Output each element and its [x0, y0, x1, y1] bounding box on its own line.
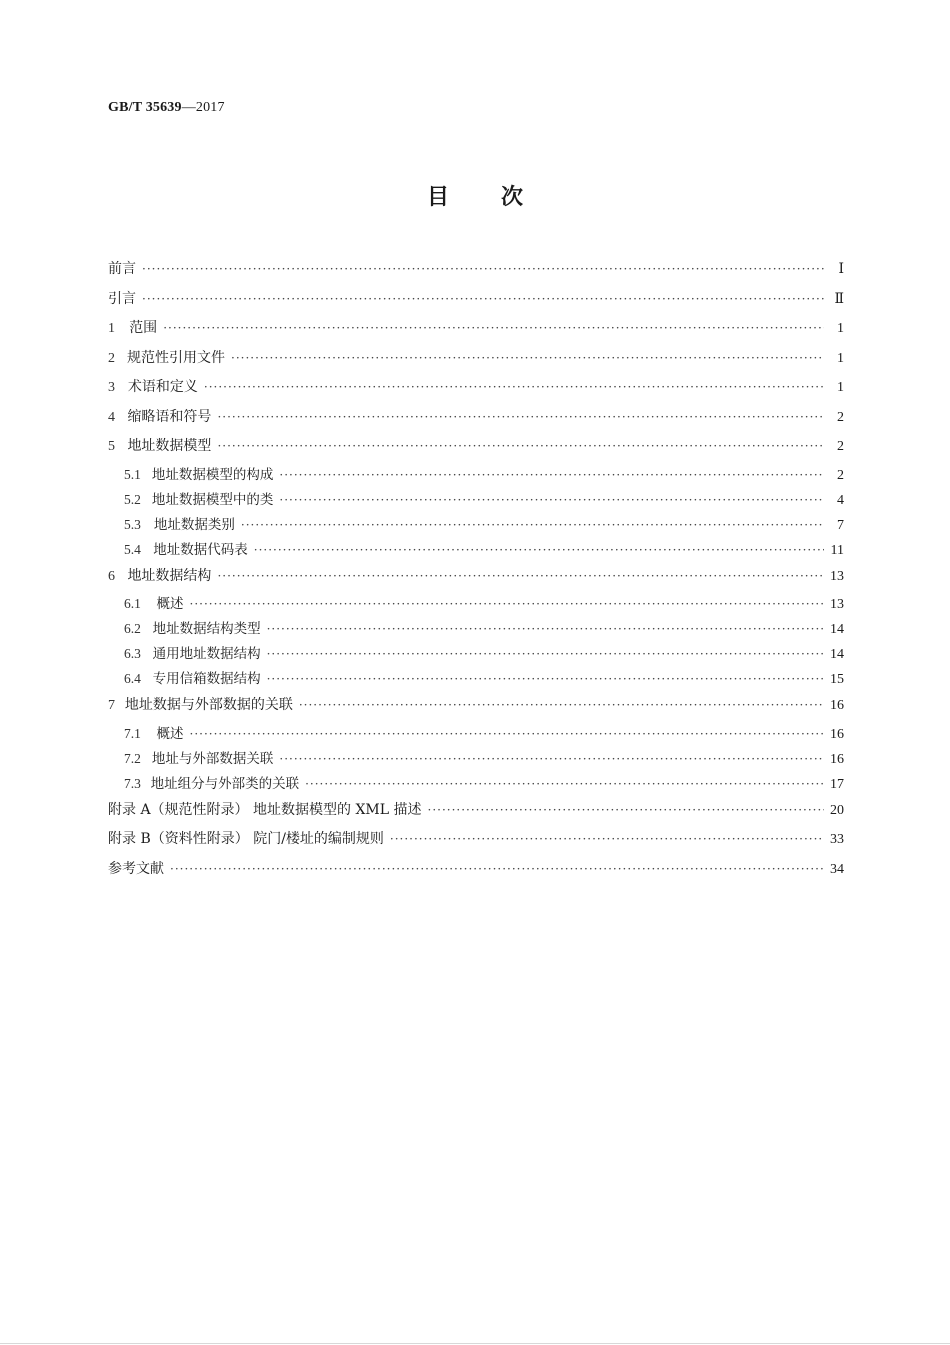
toc-entry-number: 2	[108, 350, 115, 366]
toc-dot-leader	[163, 314, 824, 344]
toc-entry[interactable]	[108, 512, 844, 537]
toc-entry-page: 1	[837, 350, 844, 366]
toc-entry-page: 13	[830, 597, 844, 612]
toc-dot-leader	[241, 513, 824, 538]
toc-entry-number: 6.3	[124, 646, 141, 661]
toc-entry[interactable]	[108, 314, 844, 344]
toc-entry[interactable]	[108, 721, 844, 746]
toc-entry[interactable]	[108, 344, 844, 374]
toc-entry-page: 1	[837, 380, 844, 395]
toc-entry-number: 6.1	[124, 596, 141, 611]
toc-entry-label: 地址数据代码表	[153, 541, 248, 558]
toc-entry-number: 5.1	[124, 466, 141, 482]
toc-entry-label: 附录 A（规范性附录） 地址数据模型的 XML 描述	[108, 801, 422, 818]
toc-entry-page: 17	[830, 776, 844, 792]
toc-entry-label: 地址数据模型中的类	[151, 491, 274, 508]
toc-dot-leader	[390, 825, 824, 855]
toc-entry-label: 参考文献	[108, 860, 164, 877]
toc-entry-page: 7	[837, 517, 844, 533]
toc-entry-label: 地址数据结构	[127, 567, 212, 584]
toc-entry[interactable]	[108, 373, 844, 403]
standard-code	[108, 100, 225, 116]
toc-entry-number: 7.2	[124, 750, 141, 766]
toc-entry[interactable]	[108, 666, 844, 691]
toc-dot-leader	[279, 463, 824, 488]
toc-entry-label: 通用地址数据结构	[152, 646, 261, 662]
toc-entry-number: 6	[108, 568, 115, 584]
toc-entry-page: Ⅰ	[838, 262, 844, 277]
toc-entry-number: 7.3	[124, 775, 141, 791]
standard-year: —2017	[181, 100, 225, 115]
toc-entry[interactable]	[108, 616, 844, 641]
toc-entry-label: 专用信箱数据结构	[152, 671, 261, 687]
toc-entry-number: 7	[108, 698, 115, 713]
toc-entry-page: 4	[837, 492, 844, 508]
toc-entry-label: 地址数据类别	[153, 516, 235, 533]
toc-entry-page: 14	[830, 622, 844, 637]
toc-entry-label: 地址组分与外部类的关联	[150, 775, 300, 792]
toc-dot-leader	[267, 642, 824, 667]
toc-entry[interactable]	[108, 562, 844, 592]
toc-entry[interactable]	[108, 432, 844, 462]
toc-entry-label: 附录 B（资料性附录） 院门/楼址的编制规则	[108, 831, 384, 847]
toc-entry-page: 13	[830, 568, 844, 584]
toc-entry-label: 范围	[129, 320, 158, 336]
toc-dot-leader	[299, 691, 824, 721]
page-title: 目次	[426, 185, 575, 210]
toc-dot-leader	[267, 667, 824, 692]
toc-entry-page: 20	[830, 802, 844, 818]
toc-entry-label: 引言	[108, 290, 136, 307]
toc-entry[interactable]	[108, 641, 844, 666]
toc-entry[interactable]	[108, 691, 844, 721]
toc-entry-page: 2	[837, 467, 844, 483]
toc-entry[interactable]	[108, 796, 844, 826]
toc-dot-leader	[231, 344, 824, 374]
toc-entry[interactable]	[108, 537, 844, 562]
toc-entry-label: 地址数据结构类型	[152, 621, 261, 637]
toc-entry[interactable]	[108, 403, 844, 433]
toc-entry-number: 3	[108, 380, 115, 395]
toc-dot-leader	[428, 796, 824, 826]
toc-entry-label: 前言	[108, 261, 136, 277]
toc-entry[interactable]	[108, 771, 844, 796]
toc-entry-page: 16	[830, 751, 844, 767]
toc-entry-number: 5.4	[124, 541, 141, 557]
toc-entry-page: 33	[830, 832, 844, 847]
toc-dot-leader	[170, 855, 824, 885]
toc-entry-label: 概述	[156, 725, 184, 742]
toc-dot-leader	[190, 592, 824, 617]
toc-entry[interactable]	[108, 487, 844, 512]
table-of-contents	[108, 255, 844, 884]
toc-entry-label: 术语和定义	[127, 379, 198, 395]
toc-entry-label: 地址数据模型的构成	[151, 466, 274, 483]
toc-entry-label: 地址数据与外部数据的关联	[124, 697, 293, 713]
toc-dot-leader	[217, 432, 824, 462]
toc-entry[interactable]	[108, 855, 844, 885]
toc-entry-page: Ⅱ	[834, 291, 844, 307]
toc-dot-leader	[279, 488, 824, 513]
toc-entry-number: 1	[108, 321, 115, 336]
toc-entry-number: 7.1	[124, 725, 141, 741]
toc-entry[interactable]	[108, 255, 844, 285]
toc-entry[interactable]	[108, 746, 844, 771]
toc-entry-label: 规范性引用文件	[127, 349, 225, 366]
toc-entry[interactable]	[108, 285, 844, 315]
toc-dot-leader	[279, 747, 824, 772]
toc-entry-label: 地址数据模型	[127, 438, 212, 454]
toc-entry-number: 6.2	[124, 621, 141, 636]
toc-dot-leader	[305, 772, 824, 797]
toc-entry-number: 5.2	[124, 491, 141, 507]
toc-entry-page: 34	[830, 861, 844, 877]
toc-entry-page: 2	[837, 409, 844, 425]
toc-dot-leader	[204, 373, 824, 403]
toc-entry-page: 1	[837, 321, 844, 336]
toc-entry-label: 概述	[156, 596, 184, 612]
toc-dot-leader	[142, 285, 824, 315]
toc-dot-leader	[267, 617, 824, 642]
toc-entry-number: 5	[108, 439, 115, 454]
toc-entry-page: 15	[830, 672, 844, 687]
standard-number: GB/T 35639	[108, 100, 182, 115]
toc-entry-page: 16	[830, 698, 844, 713]
toc-entry[interactable]	[108, 825, 844, 855]
toc-dot-leader	[217, 403, 824, 433]
toc-dot-leader	[217, 562, 824, 592]
toc-entry-page: 16	[830, 726, 844, 742]
toc-entry-number: 5.3	[124, 516, 141, 532]
page-bottom-edge	[0, 1343, 950, 1344]
toc-entry-number: 4	[108, 409, 115, 425]
toc-dot-leader	[190, 722, 824, 747]
toc-entry-page: 14	[830, 647, 844, 662]
toc-entry[interactable]	[108, 591, 844, 616]
toc-entry-number: 6.4	[124, 671, 141, 686]
toc-dot-leader	[142, 255, 824, 285]
toc-entry-label: 地址与外部数据关联	[151, 750, 274, 767]
toc-entry-label: 缩略语和符号	[127, 408, 212, 425]
toc-dot-leader	[254, 538, 824, 563]
toc-entry[interactable]	[108, 462, 844, 487]
toc-entry-page: 11	[830, 542, 844, 558]
toc-entry-page: 2	[837, 439, 844, 454]
